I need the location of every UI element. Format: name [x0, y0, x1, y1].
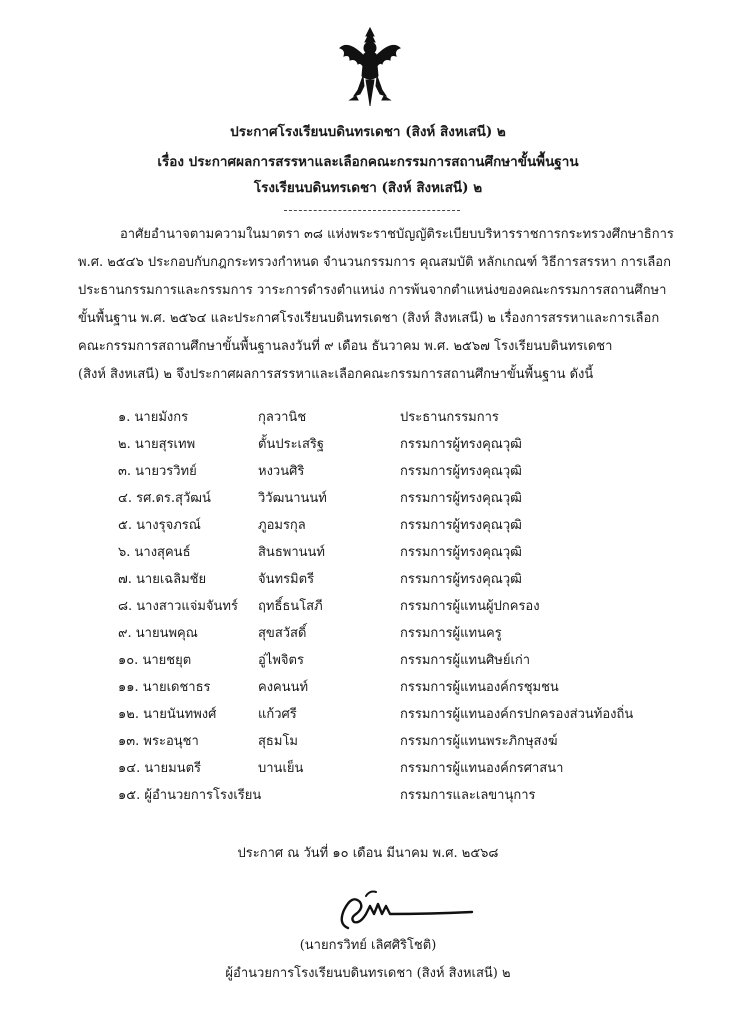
- member-position: กรรมการผู้ทรงคุณวุฒิ: [400, 437, 522, 452]
- signature-mark: [330, 884, 480, 934]
- member-position: กรรมการผู้ทรงคุณวุฒิ: [400, 518, 522, 533]
- member-name: ๙. นายนพคุณ: [118, 626, 198, 641]
- body-paragraph-line: ประธานกรรมการและกรรมการ วาระการดำรงตำแหน่ง การพ้นจากตำแหน่งของคณะกรรมการสถานศึกษา: [78, 283, 667, 298]
- member-surname: หงวนศิริ: [258, 464, 305, 479]
- garuda-emblem-icon: [336, 26, 404, 108]
- member-position: กรรมการผู้แทนผู้ปกครอง: [400, 599, 540, 614]
- member-surname: กุลวานิช: [258, 410, 307, 425]
- announcement-date: ประกาศ ณ วันที่ ๑๐ เดือน มีนาคม พ.ศ. ๒๕๖๘: [237, 846, 499, 861]
- member-surname: อู่ไพจิตร: [258, 653, 304, 668]
- member-position: กรรมการผู้ทรงคุณวุฒิ: [400, 464, 522, 479]
- member-name: ๕. นางรุจภรณ์: [118, 518, 201, 533]
- member-surname: สุขสวัสดิ์: [258, 626, 307, 641]
- member-name: ๘. นางสาวแจ่มจันทร์: [118, 599, 238, 614]
- member-surname: ฤทธิ์ธนโสภี: [258, 599, 323, 614]
- signer-name: (นายกรวิทย์ เลิศศิริโชติ): [299, 938, 437, 953]
- school-name-heading: โรงเรียนบดินทรเดชา (สิงห์ สิงหเสนี) ๒: [253, 180, 483, 196]
- member-position: กรรมการผู้แทนองค์กรปกครองส่วนท้องถิ่น: [400, 707, 634, 722]
- announcement-subject: เรื่อง ประกาศผลการสรรหาและเลือกคณะกรรมการสถานศึกษาขั้นพื้นฐาน: [157, 154, 579, 170]
- member-position: กรรมการผู้ทรงคุณวุฒิ: [400, 491, 522, 506]
- member-name: ๑๑. นายเดชาธร: [118, 680, 211, 695]
- member-name: ๑๐. นายชยุต: [118, 653, 192, 668]
- member-position: กรรมการผู้แทนพระภิกษุสงฆ์: [400, 734, 558, 749]
- member-position: กรรมการผู้ทรงคุณวุฒิ: [400, 572, 522, 587]
- member-surname: คงคนนท์: [258, 680, 309, 695]
- member-surname: วิวัฒนานนท์: [258, 491, 327, 506]
- member-name: ๑๒. นายนันทพงศ์: [118, 707, 217, 722]
- member-surname: ตั้นประเสริฐ: [258, 437, 325, 452]
- member-surname: จันทรมิตรี: [258, 572, 315, 587]
- member-name: ๑. นายมังกร: [118, 410, 189, 425]
- announcement-title: ประกาศโรงเรียนบดินทรเดชา (สิงห์ สิงหเสนี) ๒: [230, 124, 506, 140]
- member-name: ๔. รศ.ดร.สุวัฒน์: [118, 491, 211, 506]
- member-name: ๖. นางสุคนธ์: [118, 545, 191, 560]
- member-name: ๑๔. นายมนตรี: [118, 761, 202, 776]
- body-paragraph-line: คณะกรรมการสถานศึกษาขั้นพื้นฐานลงวันที่ ๙ เดือน ธันวาคม พ.ศ. ๒๕๖๗ โรงเรียนบดินทรเดชา: [78, 339, 613, 354]
- member-name: ๑๕. ผู้อำนวยการโรงเรียน: [118, 788, 262, 803]
- member-name: ๓. นายวรวิทย์: [118, 464, 197, 479]
- member-surname: บานเย็น: [258, 761, 304, 776]
- member-surname: แก้วศรี: [258, 707, 297, 722]
- member-position: กรรมการผู้ทรงคุณวุฒิ: [400, 545, 522, 560]
- body-paragraph-line: พ.ศ. ๒๕๔๖ ประกอบกับกฎกระทรวงกำหนด จำนวนกรรมการ คุณสมบัติ หลักเกณฑ์ วิธีการสรรหา การเลือก: [78, 255, 671, 270]
- member-surname: ภูอมรกุล: [258, 518, 306, 533]
- member-position: กรรมการผู้แทนครู: [400, 626, 502, 641]
- member-position: ประธานกรรมการ: [400, 410, 499, 425]
- header-separator: [284, 210, 460, 211]
- member-surname: สุธมโม: [258, 734, 298, 749]
- signer-title: ผู้อำนวยการโรงเรียนบดินทรเดชา (สิงห์ สิงหเสนี) ๒: [225, 966, 511, 981]
- member-position: กรรมการผู้แทนศิษย์เก่า: [400, 653, 531, 668]
- body-paragraph-line: ขั้นพื้นฐาน พ.ศ. ๒๕๖๔ และประกาศโรงเรียนบดินทรเดชา (สิงห์ สิงหเสนี) ๒ เรื่องการสรรหาและการเลือก: [78, 311, 660, 326]
- member-name: ๗. นายเฉลิมชัย: [118, 572, 207, 587]
- body-paragraph-line: อาศัยอำนาจตามความในมาตรา ๓๘ แห่งพระราชบัญญัติระเบียบบริหารราชการกระทรวงศึกษาธิการ: [120, 227, 674, 242]
- member-position: กรรมการและเลขานุการ: [400, 788, 536, 803]
- member-name: ๒. นายสุรเทพ: [118, 437, 196, 452]
- member-surname: สินธพานนท์: [258, 545, 325, 560]
- member-position: กรรมการผู้แทนองค์กรชุมชน: [400, 680, 559, 695]
- body-paragraph-line: (สิงห์ สิงหเสนี) ๒ จึงประกาศผลการสรรหาและเลือกคณะกรรมการสถานศึกษาขั้นพื้นฐาน ดังนี้: [78, 367, 594, 382]
- member-name: ๑๓. พระอนุชา: [118, 734, 199, 749]
- member-position: กรรมการผู้แทนองค์กรศาสนา: [400, 761, 564, 776]
